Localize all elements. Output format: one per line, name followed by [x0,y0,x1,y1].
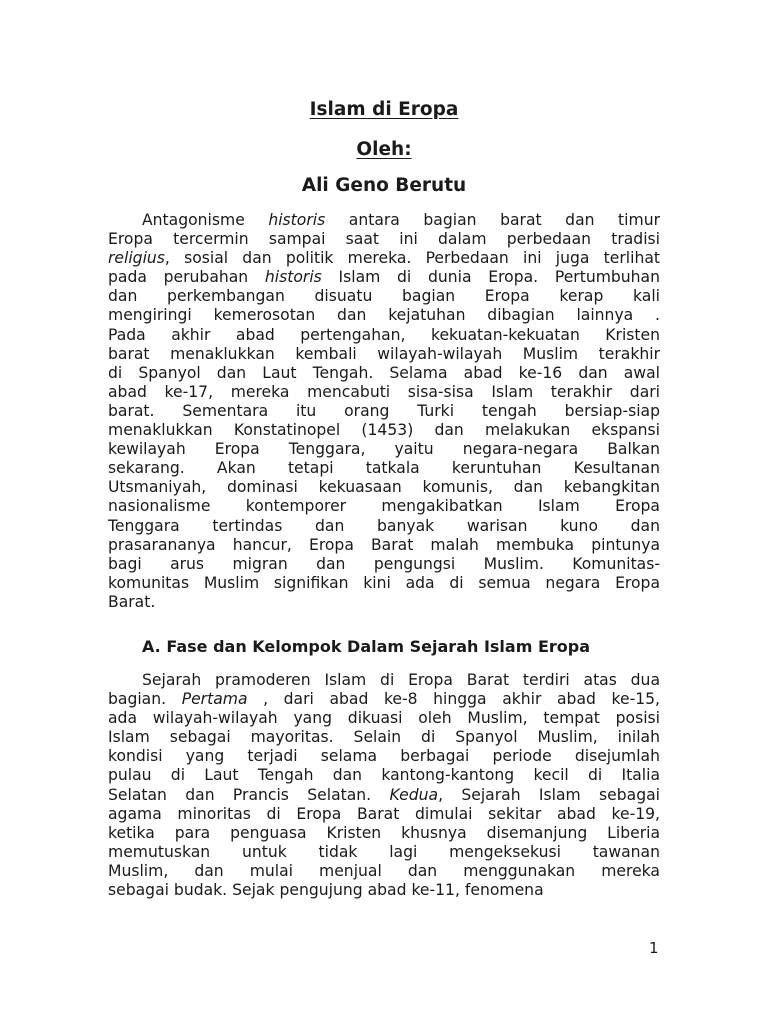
text-line: Sejarah pramoderen Islam di Eropa Barat terdiri atas dua [142,671,660,689]
text-line: kewilayah Eropa Tenggara, yaitu negara-negara Balkan [108,440,660,459]
text-line: Eropa tercermin sampai saat ini dalam perbedaan tradisi [108,230,660,249]
paragraph-intro [108,211,660,612]
text-line: religius, sosial dan politik mereka. Perbedaan ini juga terlihat [108,249,660,268]
text-line: barat menaklukkan kembali wilayah-wilayah Muslim terakhir [108,344,660,363]
text-line: barat. Sementara itu orang Turki tengah bersiap-siap [108,401,660,420]
text-line: di Spanyol dan Laut Tengah. Selama abad ke-16 dan awal [108,363,660,382]
text-line: Islam sebagai mayoritas. Selain di Spanyol Muslim, inilah [108,728,660,747]
text-line: komunitas Muslim signifikan kini ada di semua negara Eropa [108,573,660,592]
text-line: memutuskan untuk tidak lagi mengeksekusi tawanan [108,842,660,861]
text-line: kondisi yang terjadi selama berbagai periode disejumlah [108,747,660,766]
text-line: ketika para penguasa Kristen khusnya disemanjung Liberia [108,823,660,842]
text-line: prasarananya hancur, Eropa Barat malah membuka pintunya [108,535,660,554]
text-line: Selatan dan Prancis Selatan. Kedua, Sejarah Islam sebagai [108,785,660,804]
text-line: bagi arus migran dan pengungsi Muslim. Komunitas- [108,554,660,573]
text-line: agama minoritas di Eropa Barat dimulai sekitar abad ke-19, [108,804,660,823]
text-line: Muslim, dan mulai menjual dan menggunakan mereka [108,861,660,880]
document-author: Ali Geno Berutu [301,175,467,196]
page-number: 1 [649,939,659,957]
section-heading: A. Fase dan Kelompok Dalam Sejarah Islam Eropa [142,637,591,656]
text-line: Barat. [108,592,156,611]
text-line: sekarang. Akan tetapi tatkala keruntuhan Kesultanan [108,459,660,478]
paragraph-section-a [108,671,660,900]
text-line: dan perkembangan disuatu bagian Eropa kerap kali [108,287,660,306]
text-line: Antagonisme historis antara bagian barat dan timur [142,211,660,229]
document-byline: Oleh: [356,139,412,160]
text-line: mengiringi kemerosotan dan kejatuhan dibagian lainnya . [108,306,660,325]
text-line: Pada akhir abad pertengahan, kekuatan-kekuatan Kristen [108,325,660,344]
text-line: bagian. Pertama , dari abad ke-8 hingga akhir abad ke-15, [108,690,660,709]
text-line: Tenggara tertindas dan banyak warisan kuno dan [108,516,660,535]
text-line: Utsmaniyah, dominasi kekuasaan komunis, dan kebangkitan [108,478,660,497]
text-line: pada perubahan historis Islam di dunia Eropa. Pertumbuhan [108,268,660,287]
text-line: nasionalisme kontemporer mengakibatkan Islam Eropa [108,497,660,516]
text-line: menaklukkan Konstatinopel (1453) dan melakukan ekspansi [108,421,660,440]
text-line: abad ke-17, mereka mencabuti sisa-sisa Islam terakhir dari [108,382,660,401]
text-line: sebagai budak. Sejak pengujung abad ke-11, fenomena [108,881,544,900]
document-title: Islam di Eropa [309,99,459,120]
text-line: ada wilayah-wilayah yang dikuasi oleh Muslim, tempat posisi [108,709,660,728]
text-line: pulau di Laut Tengah dan kantong-kantong kecil di Italia [108,766,660,785]
